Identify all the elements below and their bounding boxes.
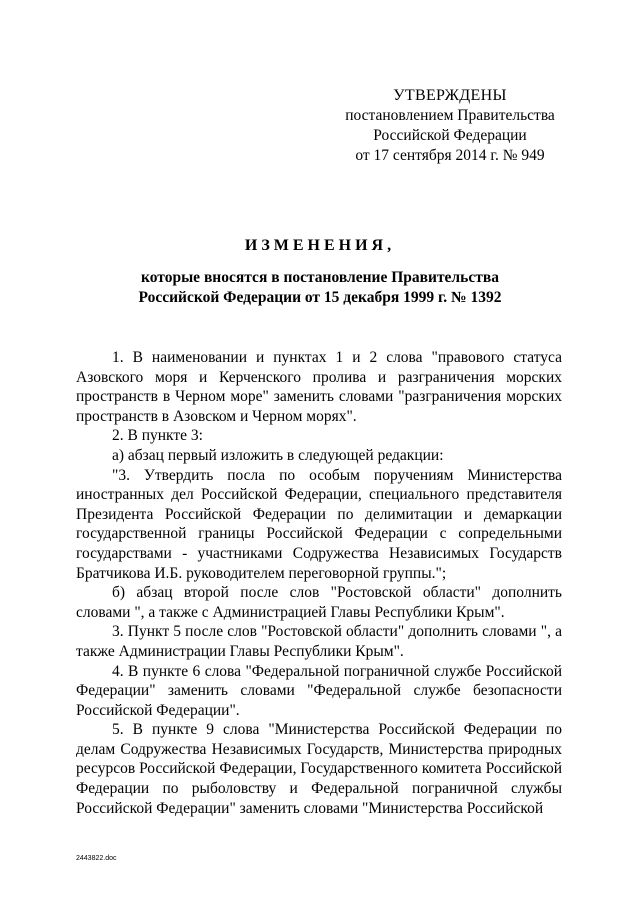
subtitle-line-2: Российской Федерации от 15 декабря 1999 г. № 1392 bbox=[138, 289, 502, 306]
document-title: ИЗМЕНЕНИЯ, bbox=[244, 237, 396, 254]
document-body bbox=[76, 348, 562, 818]
paragraph-7: 4. В пункте 6 слова "Федеральной пограничной службе Российской Федерации" заменить словами "Федеральной службе безопасности Российской Федерации". bbox=[76, 662, 562, 719]
paragraph-5: б) абзац второй после слов "Ростовской области" дополнить словами ", а также с Администрацией Главы Республики Крым". bbox=[76, 584, 562, 621]
document-subtitle bbox=[80, 268, 560, 308]
footer-filename: 2443822.doc bbox=[76, 855, 117, 862]
paragraph-2: 2. В пункте 3: bbox=[112, 427, 203, 445]
subtitle-line-1: которые вносятся в постановление Правительства bbox=[141, 269, 499, 286]
paragraph-4: "3. Утвердить посла по особым поручениям Министерства иностранных дел Российской Федерации, специального представителя Президента Российской Федерации по делимитации и демаркации государственной границы Российской Федерации с сопредельными государствами - участниками Содружества Независимых Государств Братчикова И.Б. руководителем переговорной группы."; bbox=[76, 466, 562, 582]
paragraph-3: а) абзац первый изложить в следующей редакции: bbox=[112, 446, 444, 464]
approval-line-3: от 17 сентября 2014 г. № 949 bbox=[355, 147, 545, 164]
approval-block bbox=[330, 86, 570, 166]
approval-line-1: постановлением Правительства bbox=[345, 107, 555, 124]
approval-title: УТВЕРЖДЕНЫ bbox=[393, 87, 507, 104]
paragraph-1: 1. В наименовании и пунктах 1 и 2 слова "правового статуса Азовского моря и Керченского пролива и разграничения морских пространств в Черном море" заменить словами "разграничения морских пространств в Азовском и Черном морях". bbox=[76, 349, 562, 425]
paragraph-6: 3. Пункт 5 после слов "Ростовской области" дополнить словами ", а также Администрации Главы Республики Крым". bbox=[76, 623, 562, 660]
paragraph-8: 5. В пункте 9 слова "Министерства Российской Федерации по делам Содружества Независимых Государств, Министерства природных ресурсов Российской Федерации, Государственного комитета Российской Федерации по рыболовству и Федеральной пограничной службы Российской Федерации" заменить словами "Министерства Российской bbox=[76, 721, 562, 817]
approval-line-2: Российской Федерации bbox=[373, 127, 527, 144]
